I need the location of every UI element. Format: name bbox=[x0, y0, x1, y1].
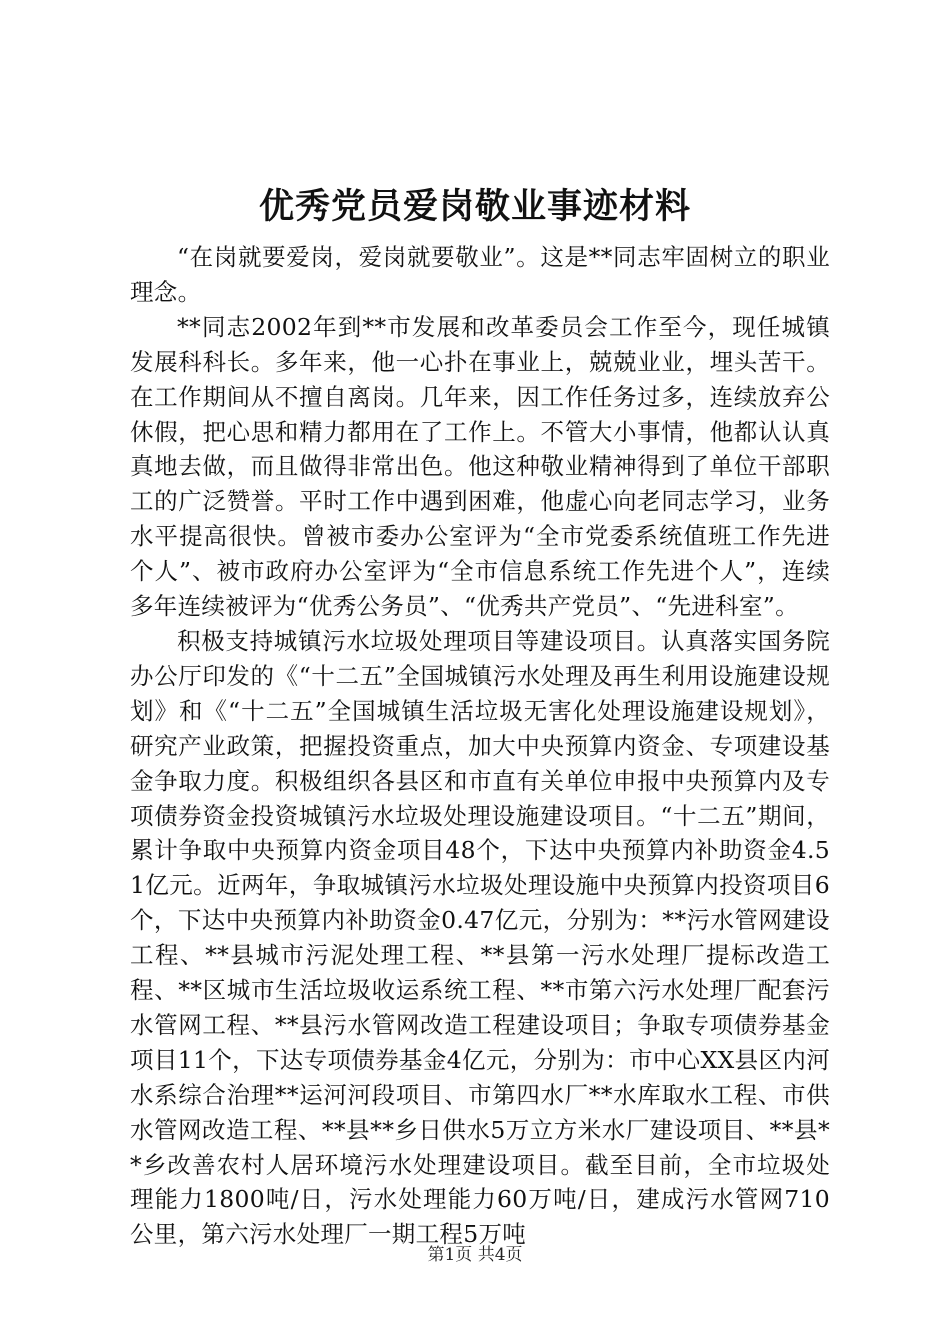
paragraph-2: **同志2002年到**市发展和改革委员会工作至今，现任城镇发展科科长。多年来，他一心扑在事业上，兢兢业业，埋头苦干。在工作期间从不擅自离岗。几年来，因工作任务过多，连续放弃公休假，把心思和精力都用在了工作上。不管大小事情，他都认认真真地去做，而且做得非常出色。他这种敬业精神得到了单位干部职工的广泛赞誉。平时工作中遇到困难，他虚心向老同志学习，业务水平提高很快。曾被市委办公室评为“全市党委系统值班工作先进个人”、被市政府办公室评为“全市信息系统工作先进个人”，连续多年连续被评为“优秀公务员”、“优秀共产党员”、“先进科室”。 bbox=[130, 312, 830, 621]
paragraph-1: “在岗就要爱岗，爱岗就要敬业”。这是**同志牢固树立的职业理念。 bbox=[130, 243, 830, 306]
paragraph-3: 积极支持城镇污水垃圾处理项目等建设项目。认真落实国务院办公厅印发的《“十二五”全国城镇污水处理及再生利用设施建设规划》和《“十二五”全国城镇生活垃圾无害化处理设施建设规划》，研究产业政策，把握投资重点，加大中央预算内资金、专项建设基金争取力度。积极组织各县区和市直有关单位申报中央预算内及专项债券资金投资城镇污水垃圾处理设施建设项目。“十二五”期间，累计争取中央预算内资金项目48个，下达中央预算内补助资金4.51亿元。近两年，争取城镇污水垃圾处理设施中央预算内投资项目6个，下达中央预算内补助资金0.47亿元，分别为：**污水管网建设工程、**县城市污泥处理工程、**县第一污水处理厂提标改造工程、**区城市生活垃圾收运系统工程、**市第六污水处理厂配套污水管网工程、**县污水管网改造工程建设项目；争取专项债券基金项目11个，下达专项债券基金4亿元，分别为：市中心XX县区内河水系综合治理**运河河段项目、市第四水厂**水库取水工程、市供水管网改造工程、**县**乡日供水5万立方米水厂建设项目、**县**乡改善农村人居环境污水处理建设项目。截至目前，全市垃圾处理能力1800吨/日，污水处理能力60万吨/日，建成污水管网710公里，第六污水处理厂一期工程5万吨 bbox=[130, 626, 830, 1249]
document-body bbox=[130, 240, 830, 1252]
page-number-footer: 第1页 共4页 bbox=[427, 1245, 523, 1265]
document-title: 优秀党员爱岗敬业事迹材料 bbox=[258, 186, 691, 227]
